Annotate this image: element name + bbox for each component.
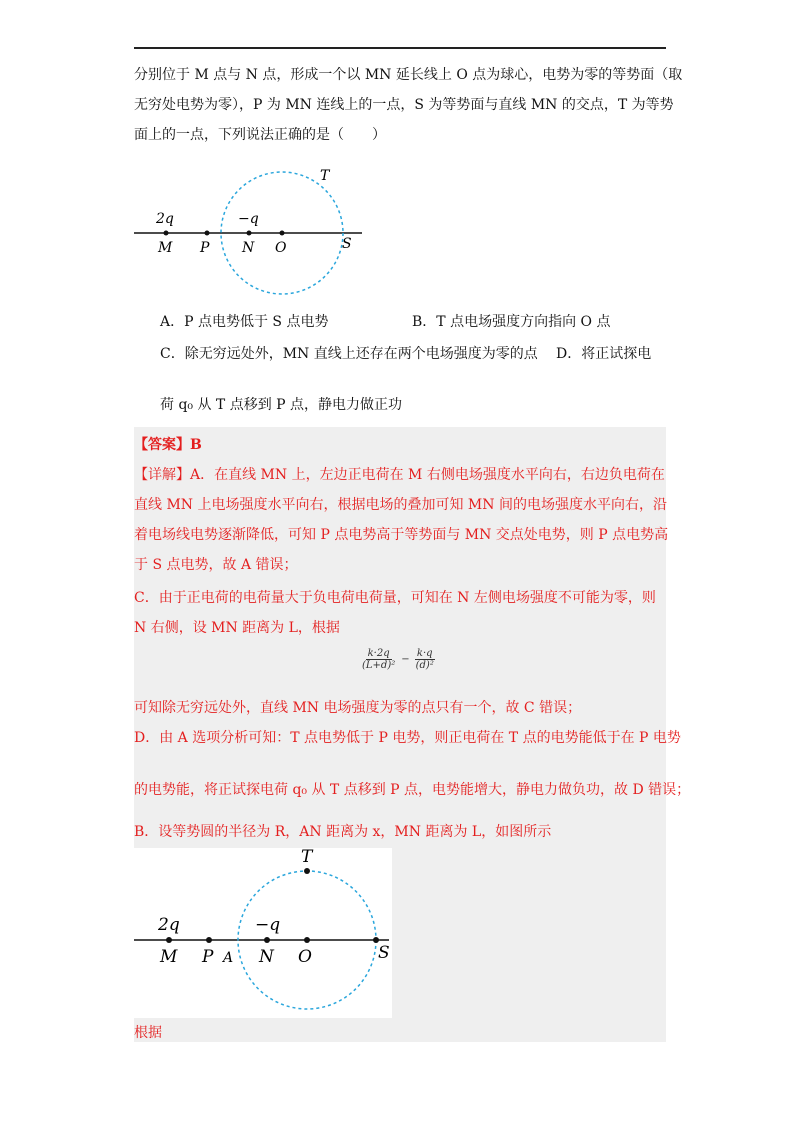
fraction-2-numerator: k·q xyxy=(416,648,433,659)
label-m-2: M xyxy=(160,947,178,967)
explain-a-line-1: 【详解】A．在直线 MN 上，左边正电荷在 M 右侧电场强度水平向右，右边负电荷在 xyxy=(134,467,665,483)
charge-n-label-2: −q xyxy=(255,915,281,935)
fraction-1-denominator: (L+d)² xyxy=(362,660,396,671)
fraction-2-denominator: (d)² xyxy=(415,660,434,671)
explain-a-line-2: 直线 MN 上电场强度水平向右，根据电场的叠加可知 MN 间的电场强度水平向右，沿 xyxy=(134,497,667,513)
point-n xyxy=(247,231,252,236)
explain-c-line-3: 可知除无穷远处外，直线 MN 电场强度为零的点只有一个，故 C 错误； xyxy=(134,700,582,716)
choice-b[interactable]: B．T 点电场强度方向指向 O 点 xyxy=(412,314,611,330)
label-s: S xyxy=(342,236,352,252)
label-o: O xyxy=(275,240,287,256)
point-t-2 xyxy=(304,868,310,874)
explain-c-line-2: N 右侧，设 MN 距离为 L，根据 xyxy=(134,620,340,636)
label-o-2: O xyxy=(298,947,312,967)
explain-b-line-2: 根据 xyxy=(134,1025,162,1041)
choice-d-continued: 荷 q₀ 从 T 点移到 P 点，静电力做正功 xyxy=(160,397,403,413)
label-m: M xyxy=(158,240,173,256)
fraction-1-numerator: k·2q xyxy=(367,648,390,659)
label-p-2: P xyxy=(202,947,214,967)
charge-diagram-2 xyxy=(134,848,392,1018)
field-equation xyxy=(360,648,436,671)
label-t: T xyxy=(320,168,330,184)
choice-d[interactable]: D．将正试探电 xyxy=(556,346,652,362)
charge-m-label-2: 2q xyxy=(158,915,180,935)
explain-b-line-1: B．设等势圆的半径为 R，AN 距离为 x，MN 距离为 L，如图所示 xyxy=(134,824,552,840)
question-line-1: 分别位于 M 点与 N 点，形成一个以 MN 延长线上 O 点为球心，电势为零的等势面（取 xyxy=(134,67,683,83)
label-a-2: A xyxy=(223,950,234,966)
point-o xyxy=(280,231,285,236)
label-p: P xyxy=(200,240,210,256)
label-s-2: S xyxy=(378,943,390,963)
charge-m-label: 2q xyxy=(156,211,174,227)
fraction-1 xyxy=(360,648,397,671)
top-rule xyxy=(134,47,666,49)
explain-d-line-1: D．由 A 选项分析可知：T 点电势低于 P 电势，则正电荷在 T 点的电势能低于在 P 电势 xyxy=(134,730,681,746)
label-t-2: T xyxy=(301,848,313,867)
answer-label: 【答案】B xyxy=(134,437,202,453)
charge-diagram-1 xyxy=(134,160,374,300)
choice-a[interactable]: A．P 点电势低于 S 点电势 xyxy=(160,314,329,330)
fraction-2 xyxy=(414,648,436,671)
explain-d-line-2: 的电势能，将正试探电荷 q₀ 从 T 点移到 P 点，电势能增大，静电力做负功，故 D 错误； xyxy=(134,782,691,798)
explain-c-line-1: C．由于正电荷的电荷量大于负电荷电荷量，可知在 N 左侧电场强度不可能为零，则 xyxy=(134,590,656,606)
point-p-2 xyxy=(206,937,212,943)
minus-sign: − xyxy=(401,654,410,665)
explain-a-line-3: 着电场线电势逐渐降低，可知 P 点电势高于等势面与 MN 交点处电势，则 P 点电势高 xyxy=(134,527,669,543)
question-line-3: 面上的一点，下列说法正确的是（ ） xyxy=(134,127,386,143)
point-p xyxy=(205,231,210,236)
explain-a-line-4: 于 S 点电势，故 A 错误； xyxy=(134,557,298,573)
point-m-2 xyxy=(166,937,172,943)
question-line-2: 无穷处电势为零），P 为 MN 连线上的一点，S 为等势面与直线 MN 的交点，T 为等势 xyxy=(134,97,674,113)
point-n-2 xyxy=(264,937,270,943)
point-m xyxy=(164,231,169,236)
point-o-2 xyxy=(304,937,310,943)
label-n-2: N xyxy=(259,947,274,967)
choice-c[interactable]: C．除无穷远处外，MN 直线上还存在两个电场强度为零的点 xyxy=(160,346,538,362)
label-n: N xyxy=(242,240,255,256)
charge-n-label: −q xyxy=(238,211,259,227)
